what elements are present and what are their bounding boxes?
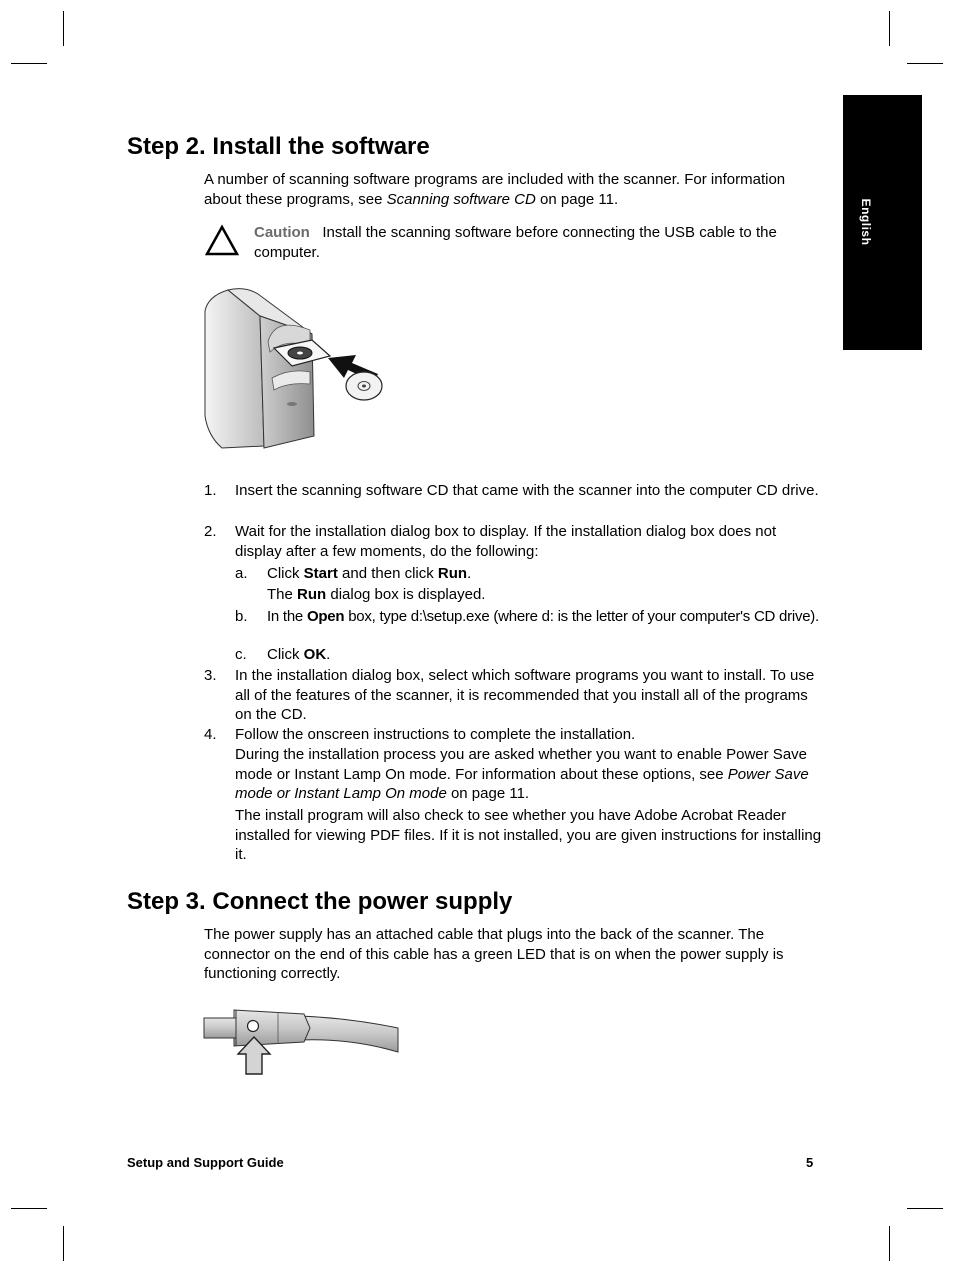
note-text: During the installation process you are asked whether you want to enable Power Save mode or Instant Lamp On mode. For information about these options, see — [235, 746, 807, 783]
crop-mark — [11, 1208, 47, 1209]
step3-intro: The power supply has an attached cable that plugs into the back of the scanner. The connector on the end of this cable has a green LED that is on when the power supply is functioning correctly. — [204, 926, 784, 983]
step-number: 3. — [204, 667, 217, 684]
ui-term-ok: OK — [303, 646, 327, 663]
step-number: 1. — [204, 482, 217, 499]
intro-ref: Scanning software CD — [386, 190, 536, 208]
crop-mark — [63, 11, 64, 46]
language-tab — [843, 95, 922, 350]
substep-text-part: . — [467, 565, 472, 582]
substep-text — [267, 645, 827, 665]
substep-text-part: Click — [267, 646, 304, 663]
substep-text — [267, 564, 827, 584]
ui-term-open: Open — [306, 608, 345, 625]
step-text: Follow the onscreen instructions to complete the installation. — [235, 726, 636, 743]
substep-text — [267, 607, 827, 627]
caution-note — [254, 223, 824, 262]
step-text: Insert the scanning software CD that came with the scanner into the computer CD drive. — [235, 482, 819, 499]
page-number: 5 — [806, 1155, 814, 1170]
crop-mark — [11, 63, 47, 64]
substep-text-part: box, type d:\setup.exe (where d: is the letter of your computer's CD drive). — [344, 608, 819, 625]
crop-mark — [907, 1208, 943, 1209]
step-number: 4. — [204, 726, 217, 743]
computer-cd-illustration — [200, 286, 390, 456]
step3-heading: Step 3. Connect the power supply — [127, 888, 513, 915]
step-note: The install program will also check to see whether you have Adobe Acrobat Reader installed for viewing PDF files. If it is not installed, you are given instructions for installing it. — [235, 807, 822, 864]
crop-mark — [889, 1226, 890, 1261]
step-text: In the installation dialog box, select which software programs you want to install. To use all of the features of the scanner, it is recommended that you install all of the programs on the CD. — [235, 667, 815, 724]
caution-icon — [204, 224, 240, 256]
caution-text: Install the scanning software before connecting the USB cable to the computer. — [254, 224, 777, 261]
step2-heading: Step 2. Install the software — [127, 133, 430, 160]
substep-text-part: Click — [267, 565, 304, 582]
step-text: Wait for the installation dialog box to display. If the installation dialog box does not display after a few moments, do the following: — [235, 523, 777, 560]
ui-term-run: Run — [297, 586, 327, 603]
caution-label: Caution — [254, 224, 310, 241]
intro-text: A number of scanning software programs are included with the scanner. For information about these programs, see — [204, 171, 786, 208]
step2-intro — [204, 170, 824, 209]
ui-term-run: Run — [437, 565, 468, 582]
ui-term-start: Start — [303, 565, 338, 582]
step-note — [235, 745, 825, 804]
crop-mark — [889, 11, 890, 46]
intro-text-end: on page 11. — [535, 190, 619, 208]
step-number: 2. — [204, 523, 217, 540]
crop-mark — [63, 1226, 64, 1261]
note-text-end: on page 11. — [446, 785, 530, 803]
substep-note — [267, 585, 827, 605]
substep-letter: a. — [235, 565, 248, 582]
substep-text-part: and then click — [337, 565, 438, 582]
note-ref: Power Save mode or Instant Lamp On mode — [235, 765, 809, 803]
substep-letter: c. — [235, 646, 247, 663]
substep-text-part: dialog box is displayed. — [326, 586, 486, 603]
substep-text-part: The — [267, 586, 298, 603]
footer-title: Setup and Support Guide — [127, 1155, 284, 1170]
crop-mark — [907, 63, 943, 64]
substep-letter: b. — [235, 608, 248, 625]
power-connector-illustration — [200, 1004, 402, 1078]
substep-text-part: . — [326, 646, 331, 663]
language-tab-label: English — [859, 198, 873, 246]
substep-text-part: In the — [267, 608, 307, 625]
